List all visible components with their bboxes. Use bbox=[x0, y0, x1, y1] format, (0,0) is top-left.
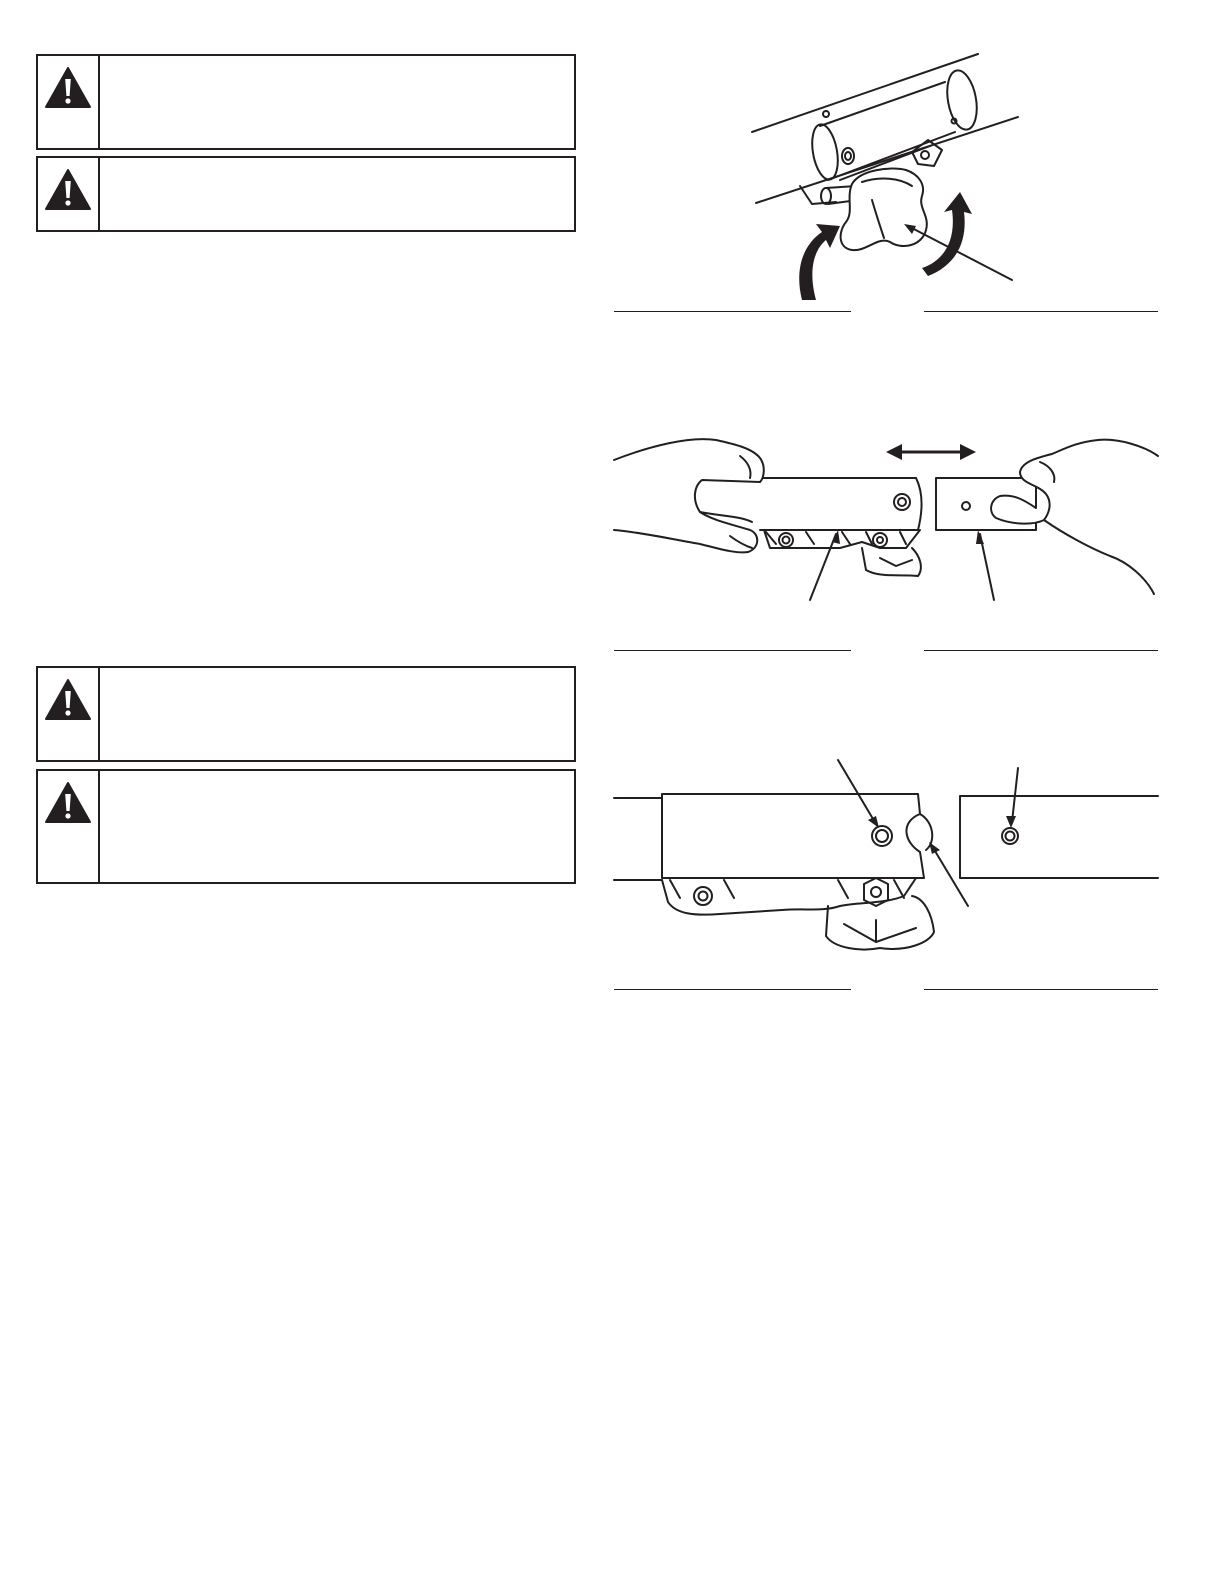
figure-coupler-knob bbox=[740, 44, 1040, 306]
warning-body bbox=[100, 668, 574, 760]
figure1-caption-rule-left bbox=[614, 311, 851, 312]
warning-icon-cell bbox=[38, 771, 100, 882]
coupler-housing bbox=[662, 794, 934, 950]
arrowhead bbox=[976, 530, 984, 544]
warning-box-3 bbox=[36, 666, 576, 762]
inner-tube bbox=[960, 796, 1158, 878]
arrowhead bbox=[1006, 816, 1016, 828]
figure1-caption-rule-right bbox=[924, 311, 1158, 312]
arrowhead bbox=[868, 816, 879, 828]
arrowhead bbox=[832, 530, 840, 544]
warning-body bbox=[100, 56, 574, 148]
figure3-caption-rule-right bbox=[924, 989, 1158, 990]
figure3-caption-rule-left bbox=[614, 989, 851, 990]
clamp-knob bbox=[841, 169, 927, 251]
warning-icon-cell bbox=[38, 668, 100, 760]
warning-triangle-icon bbox=[44, 168, 92, 212]
warning-box-2 bbox=[36, 156, 576, 232]
warning-body bbox=[100, 158, 574, 230]
figure2-caption-rule-right bbox=[924, 650, 1158, 651]
guide-leader-line bbox=[932, 846, 968, 906]
warning-icon-cell bbox=[38, 158, 100, 230]
figure2-caption-rule-left bbox=[614, 650, 851, 651]
double-arrow-icon bbox=[886, 444, 976, 460]
left-hand bbox=[614, 439, 764, 552]
warning-triangle-icon bbox=[44, 781, 92, 825]
figure-coupler-separation bbox=[612, 432, 1162, 604]
warning-icon-cell bbox=[38, 56, 100, 148]
curved-arrow-icon bbox=[799, 224, 840, 300]
warning-box-1 bbox=[36, 54, 576, 150]
right-hand bbox=[991, 440, 1158, 594]
hole-leader-line bbox=[838, 760, 876, 824]
warning-triangle-icon bbox=[44, 678, 92, 722]
curved-arrow-icon bbox=[922, 192, 972, 276]
warning-body bbox=[100, 771, 574, 882]
warning-triangle-icon bbox=[44, 66, 92, 110]
figure-coupler-alignment bbox=[612, 758, 1162, 954]
coupler-housing bbox=[760, 478, 922, 576]
arrowhead bbox=[929, 842, 940, 854]
warning-box-4 bbox=[36, 769, 576, 884]
